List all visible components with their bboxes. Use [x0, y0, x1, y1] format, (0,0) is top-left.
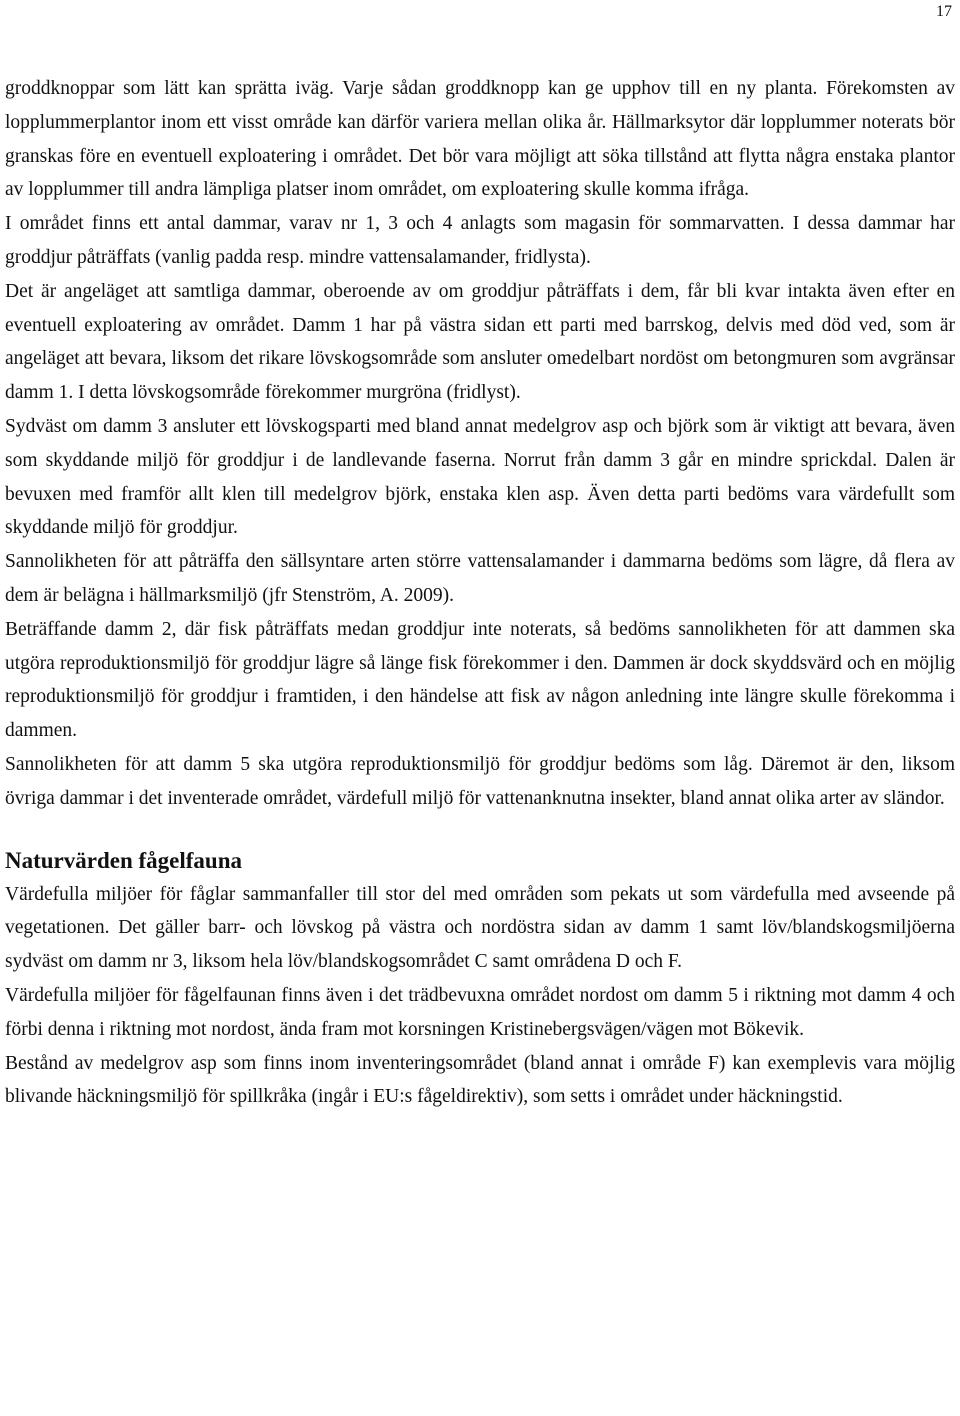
page-number: 17 [936, 3, 952, 20]
paragraph-dammar: I området finns ett antal dammar, varav nr 1, 3 och 4 anlagts som magasin för sommarvatten. I dessa dammar har groddjur påträffats (vanlig padda resp. mindre vattensalamander, fridlysta). [5, 213, 955, 268]
paragraph-damm-5: Sannolikheten för att damm 5 ska utgöra reproduktionsmiljö för groddjur bedöms som låg. Däremot är den, liksom övriga dammar i det inventerade området, värdefull miljö för vattenanknutna insekter, bland annat olika arter av sländor. [5, 753, 955, 809]
paragraph-damm-2: Beträffande damm 2, där fisk påträffats medan groddjur inte noterats, så bedöms sannolikheten för att dammen ska utgöra reproduktionsmiljö för groddjur lägre så länge fisk förekommer i den. Dammen är dock skyddsvärd och en möjlig reproduktionsmiljö för groddjur i framtiden, i den händelse att fisk av någon anledning inte längre skulle förekomma i dammen. [5, 618, 955, 742]
paragraph-fagelfauna-nordost: Värdefulla miljöer för fågelfaunan finns även i det trädbevuxna området nordost om damm 5 i riktning mot damm 4 och förbi denna i riktning mot nordost, ända fram mot korsningen Kristinebergsvägen/vägen mot Bökevik. [5, 984, 955, 1040]
paragraph-lopplummer: groddknoppar som lätt kan sprätta iväg. Varje sådan groddknopp kan ge upphov till en ny planta. Förekomsten av lopplummerplantor inom ett visst område kan därför variera mellan olika år. Hällmarksytor där lopplummer noterats bör granskas före en eventuell exploatering i området. Det bör vara möjligt att söka tillstånd att flytta några enstaka plantor av lopplummer till andra lämpliga platser inom området, om exploatering skulle komma ifråga. [5, 78, 955, 201]
paragraph-fagel-miljoer: Värdefulla miljöer för fåglar sammanfaller till stor del med områden som pekats ut som värdefulla med avseende på vegetationen. Det gäller barr- och lövskog på västra och nordöstra sidan av damm 1 samt löv/blandskogsmiljöerna sydväst om damm nr 3, liksom hela löv/blandskogsområdet C samt områdena D och F. [5, 883, 955, 973]
paragraph-medelgrov-asp: Bestånd av medelgrov asp som finns inom inventeringsområdet (bland annat i område F) kan exemplevis vara möjlig blivande häckningsmiljö för spillkråka (ingår i EU:s fågeldirektiv), som setts i området under häckningstid. [5, 1052, 955, 1108]
document-body [5, 72, 955, 1114]
paragraph-damm-3: Sydväst om damm 3 ansluter ett lövskogsparti med bland annat medelgrov asp och björk som är viktigt att bevara, även som skyddande miljö för groddjur i de landlevande faserna. Norrut från damm 3 går en mindre sprickdal. Dalen är bevuxen med framför allt klen till medelgrov björk, enstaka klen asp. Även detta parti bedöms vara värdefullt som skyddande miljö för groddjur. [5, 415, 955, 539]
paragraph-vattensalamander: Sannolikheten för att påträffa den sällsyntare arten större vattensalamander i dammarna bedöms som lägre, då flera av dem är belägna i hällmarksmiljö (jfr Stenström, A. 2009). [5, 551, 955, 606]
paragraph-damm-1: Det är angeläget att samtliga dammar, oberoende av om groddjur påträffats i dem, får bli kvar intakta även efter en eventuell exploatering av området. Damm 1 har på västra sidan ett parti med barrskog, delvis med död ved, som är angeläget att bevara, liksom det rikare lövskogsområde som ansluter omedelbart nordöst om betongmuren som avgränsar damm 1. I detta lövskogsområde förekommer murgröna (fridlyst). [5, 280, 955, 404]
section-heading: Naturvärden fågelfauna [5, 847, 243, 873]
